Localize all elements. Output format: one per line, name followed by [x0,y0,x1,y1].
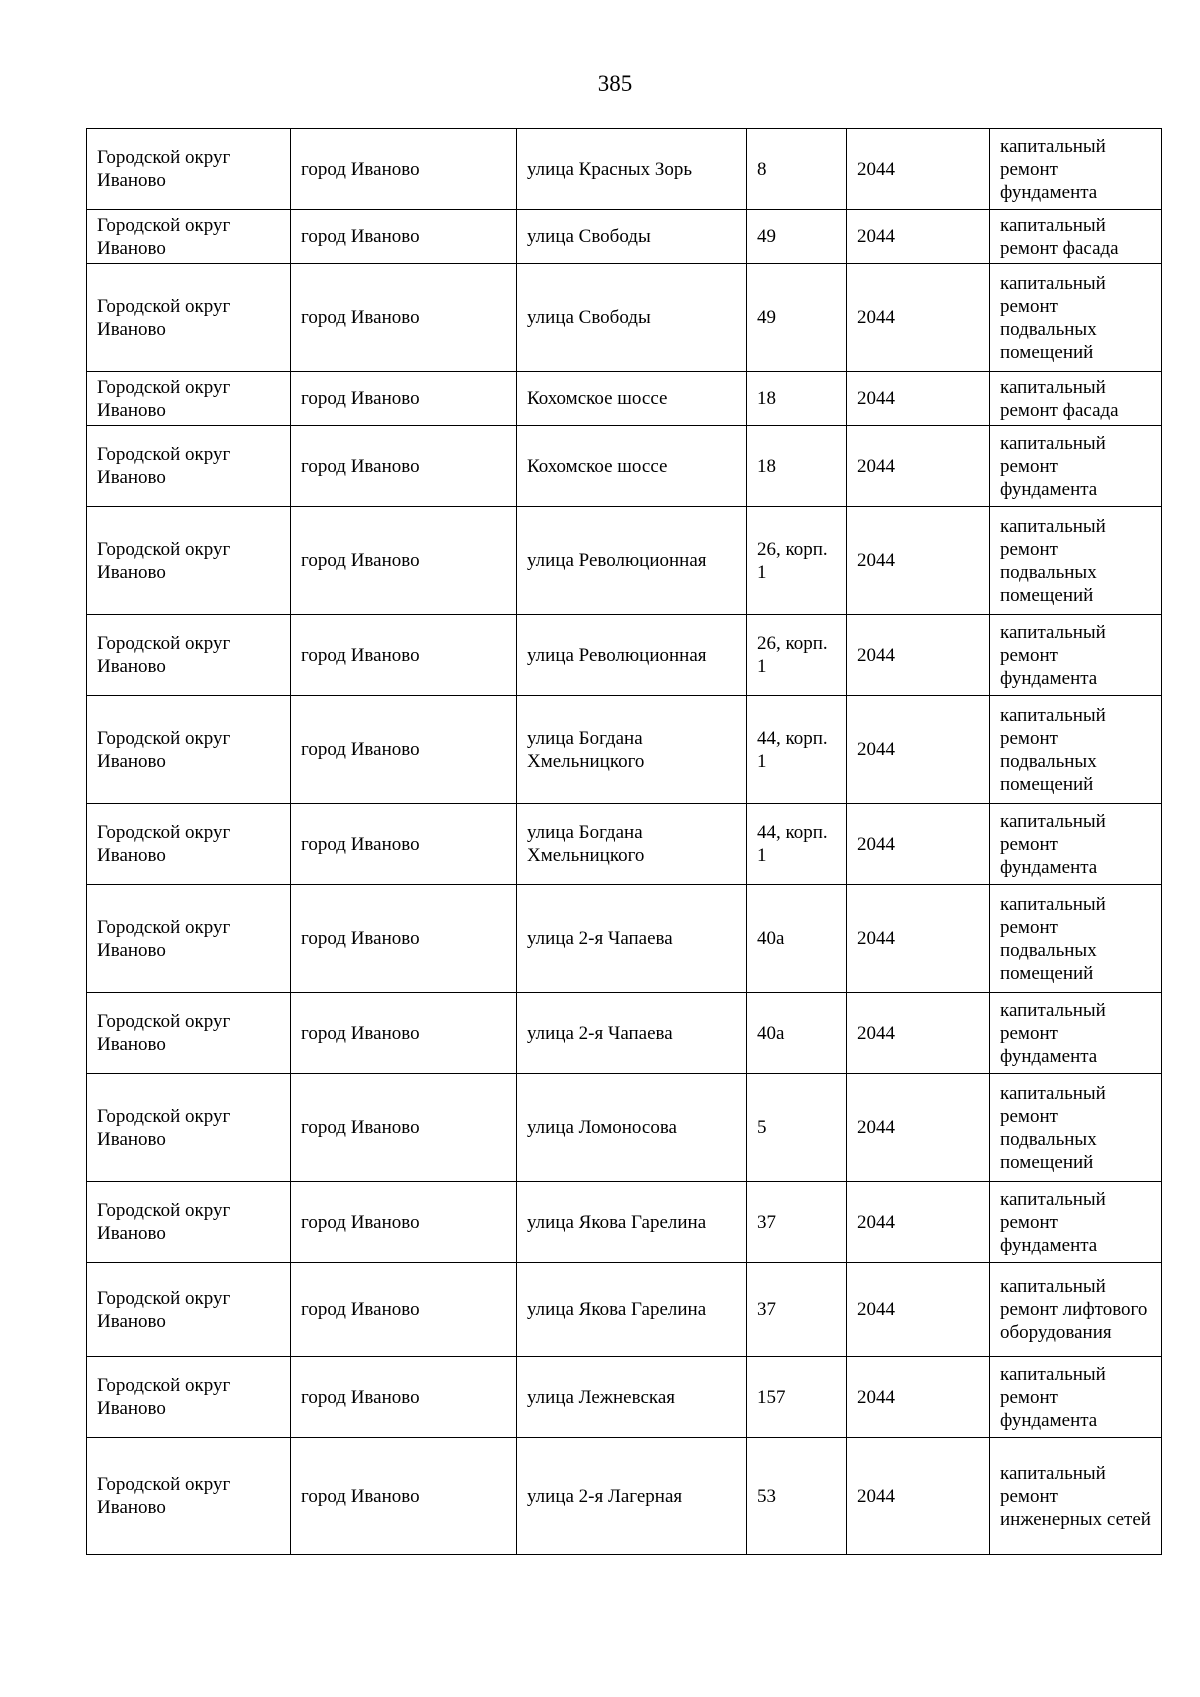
street-cell: улица Ломоносова [517,1074,747,1182]
district-cell: Городской округ Иваново [87,507,291,615]
street-cell: улица Революционная [517,615,747,696]
street-cell: улица Свободы [517,210,747,264]
house-number-cell: 53 [747,1438,847,1555]
district-cell: Городской округ Иваново [87,696,291,804]
street-cell: улица Красных Зорь [517,129,747,210]
district-cell: Городской округ Иваново [87,129,291,210]
table-row [87,426,1162,507]
street-cell: улица 2-я Чапаева [517,993,747,1074]
work-type-cell: капитальный ремонт подвальных помещений [990,696,1162,804]
table-row [87,372,1162,426]
house-number-cell: 8 [747,129,847,210]
district-cell: Городской округ Иваново [87,372,291,426]
year-cell: 2044 [847,210,990,264]
house-number-cell: 37 [747,1263,847,1357]
table-row [87,1438,1162,1555]
house-number-cell: 5 [747,1074,847,1182]
city-cell: город Иваново [291,1357,517,1438]
table-row [87,1182,1162,1263]
street-cell: улица Якова Гарелина [517,1263,747,1357]
district-cell: Городской округ Иваново [87,264,291,372]
city-cell: город Иваново [291,1074,517,1182]
house-number-cell: 26, корп. 1 [747,615,847,696]
year-cell: 2044 [847,264,990,372]
year-cell: 2044 [847,885,990,993]
year-cell: 2044 [847,1438,990,1555]
table-row [87,129,1162,210]
district-cell: Городской округ Иваново [87,615,291,696]
house-number-cell: 40а [747,993,847,1074]
table-row [87,507,1162,615]
year-cell: 2044 [847,507,990,615]
district-cell: Городской округ Иваново [87,1074,291,1182]
city-cell: город Иваново [291,804,517,885]
work-type-cell: капитальный ремонт фундамента [990,615,1162,696]
city-cell: город Иваново [291,993,517,1074]
page-number: 385 [597,71,633,96]
street-cell: улица Свободы [517,264,747,372]
work-type-cell: капитальный ремонт фундамента [990,426,1162,507]
district-cell: Городской округ Иваново [87,210,291,264]
district-cell: Городской округ Иваново [87,1263,291,1357]
house-number-cell: 44, корп. 1 [747,804,847,885]
year-cell: 2044 [847,696,990,804]
house-number-cell: 49 [747,264,847,372]
city-cell: город Иваново [291,129,517,210]
street-cell: улица Революционная [517,507,747,615]
work-type-cell: капитальный ремонт фундамента [990,1357,1162,1438]
work-type-cell: капитальный ремонт лифтового оборудования [990,1263,1162,1357]
work-type-cell: капитальный ремонт подвальных помещений [990,264,1162,372]
table-row [87,615,1162,696]
table-row [87,264,1162,372]
table-row [87,696,1162,804]
year-cell: 2044 [847,1074,990,1182]
work-type-cell: капитальный ремонт подвальных помещений [990,507,1162,615]
city-cell: город Иваново [291,615,517,696]
district-cell: Городской округ Иваново [87,1357,291,1438]
repair-schedule-table [86,128,1162,1555]
table-row [87,1263,1162,1357]
house-number-cell: 18 [747,426,847,507]
house-number-cell: 26, корп. 1 [747,507,847,615]
city-cell: город Иваново [291,1438,517,1555]
year-cell: 2044 [847,804,990,885]
table-body [87,129,1162,1555]
work-type-cell: капитальный ремонт подвальных помещений [990,885,1162,993]
city-cell: город Иваново [291,264,517,372]
work-type-cell: капитальный ремонт фасада [990,210,1162,264]
street-cell: Кохомское шоссе [517,372,747,426]
work-type-cell: капитальный ремонт фундамента [990,804,1162,885]
house-number-cell: 44, корп. 1 [747,696,847,804]
street-cell: улица Лежневская [517,1357,747,1438]
street-cell: улица 2-я Лагерная [517,1438,747,1555]
work-type-cell: капитальный ремонт фундамента [990,129,1162,210]
year-cell: 2044 [847,1357,990,1438]
city-cell: город Иваново [291,426,517,507]
district-cell: Городской округ Иваново [87,1438,291,1555]
street-cell: Кохомское шоссе [517,426,747,507]
work-type-cell: капитальный ремонт фундамента [990,993,1162,1074]
street-cell: улица Якова Гарелина [517,1182,747,1263]
work-type-cell: капитальный ремонт инженерных сетей [990,1438,1162,1555]
house-number-cell: 40а [747,885,847,993]
street-cell: улица 2-я Чапаева [517,885,747,993]
year-cell: 2044 [847,615,990,696]
district-cell: Городской округ Иваново [87,804,291,885]
city-cell: город Иваново [291,210,517,264]
year-cell: 2044 [847,372,990,426]
street-cell: улица Богдана Хмельницкого [517,696,747,804]
house-number-cell: 37 [747,1182,847,1263]
house-number-cell: 18 [747,372,847,426]
city-cell: город Иваново [291,696,517,804]
table-row [87,885,1162,993]
city-cell: город Иваново [291,1182,517,1263]
work-type-cell: капитальный ремонт фасада [990,372,1162,426]
year-cell: 2044 [847,426,990,507]
work-type-cell: капитальный ремонт фундамента [990,1182,1162,1263]
district-cell: Городской округ Иваново [87,993,291,1074]
city-cell: город Иваново [291,372,517,426]
table-row [87,210,1162,264]
district-cell: Городской округ Иваново [87,885,291,993]
year-cell: 2044 [847,993,990,1074]
street-cell: улица Богдана Хмельницкого [517,804,747,885]
city-cell: город Иваново [291,507,517,615]
table-row [87,1074,1162,1182]
table-row [87,1357,1162,1438]
table-row [87,993,1162,1074]
year-cell: 2044 [847,1182,990,1263]
year-cell: 2044 [847,1263,990,1357]
year-cell: 2044 [847,129,990,210]
city-cell: город Иваново [291,1263,517,1357]
house-number-cell: 157 [747,1357,847,1438]
district-cell: Городской округ Иваново [87,1182,291,1263]
house-number-cell: 49 [747,210,847,264]
district-cell: Городской округ Иваново [87,426,291,507]
table-row [87,804,1162,885]
city-cell: город Иваново [291,885,517,993]
work-type-cell: капитальный ремонт подвальных помещений [990,1074,1162,1182]
